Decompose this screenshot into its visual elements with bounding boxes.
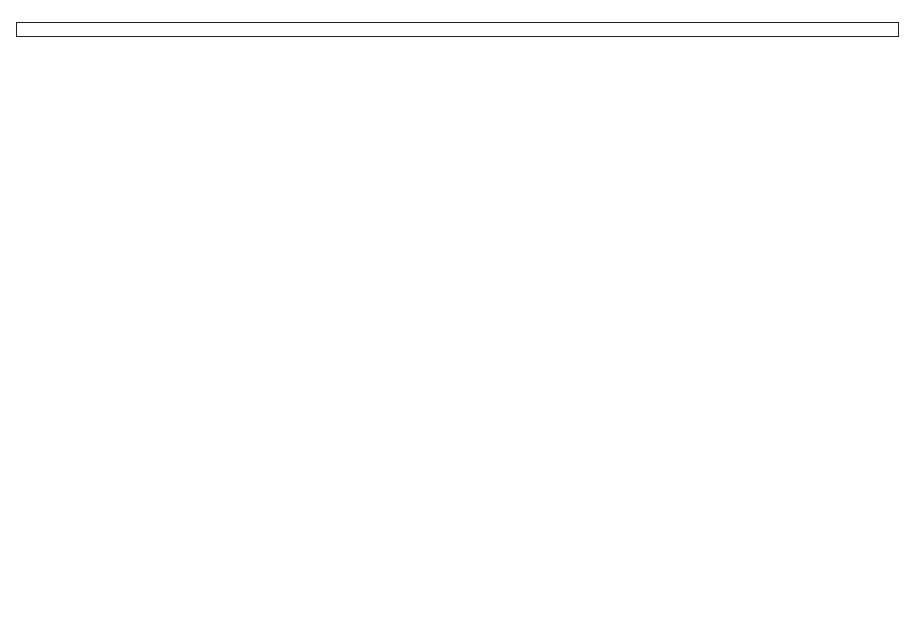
section-title [17, 23, 899, 37]
section-header-row [17, 23, 899, 37]
program-budget-table [16, 22, 899, 37]
